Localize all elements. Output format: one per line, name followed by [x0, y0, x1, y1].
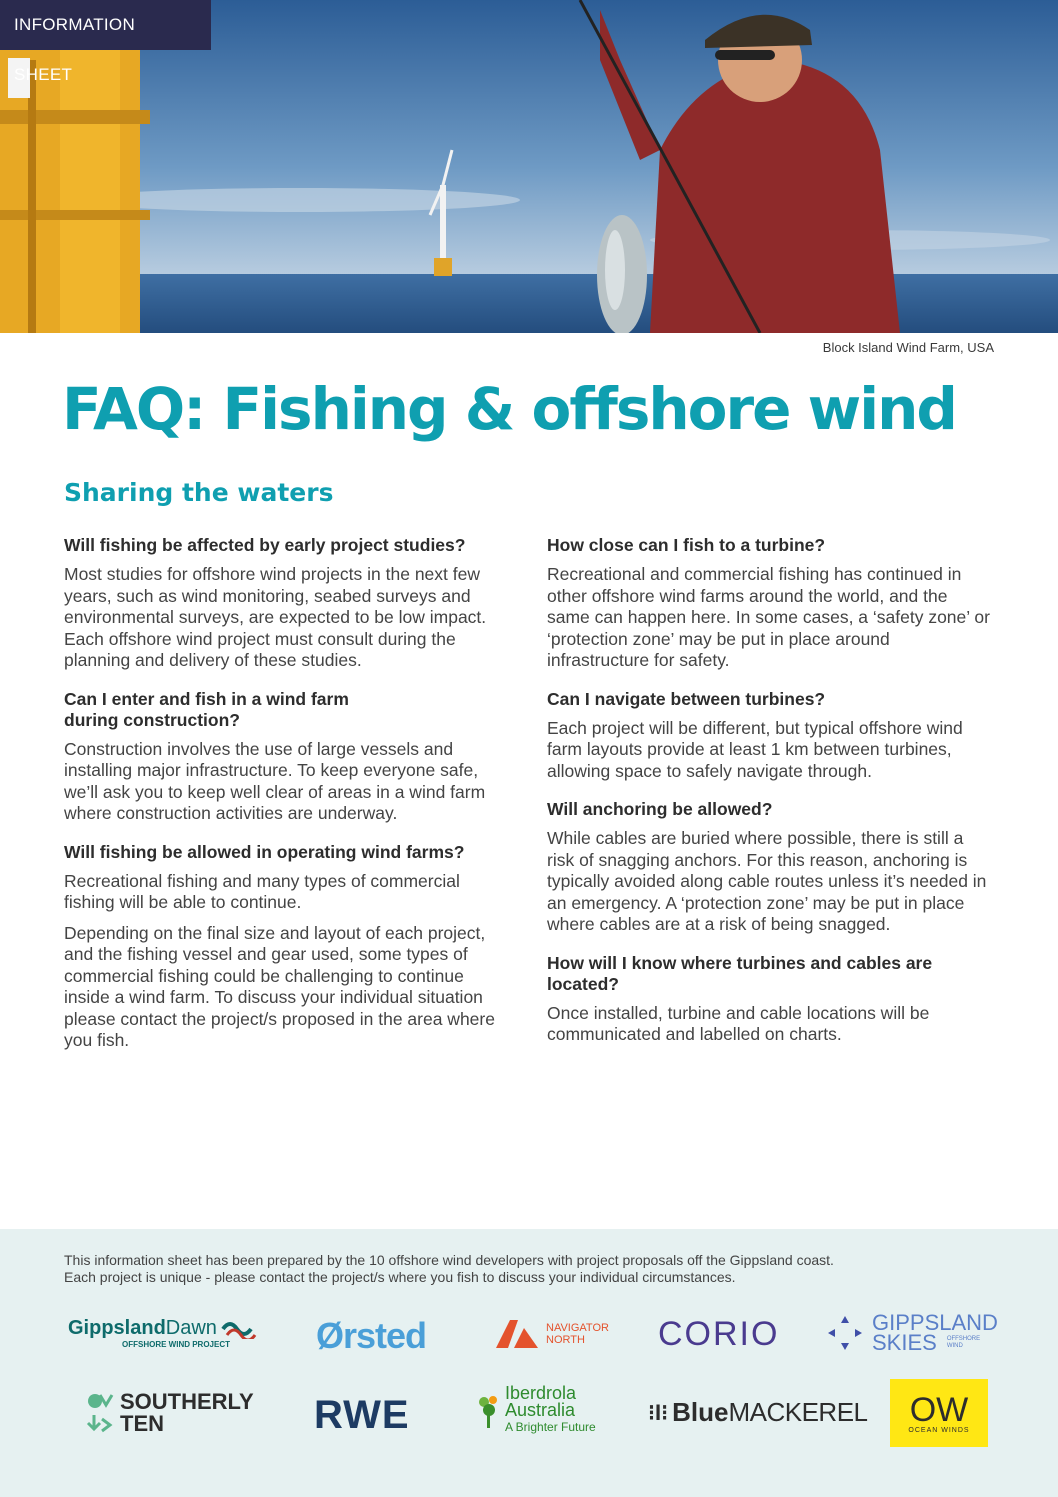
gippsland-dawn-name-b: Dawn — [165, 1317, 217, 1339]
page-title: FAQ: Fishing & offshore wind — [62, 375, 956, 443]
faq-item — [547, 689, 992, 783]
blue-mackerel-name-b: MACKEREL — [728, 1397, 868, 1427]
faq-question: Can I navigate between turbines? — [547, 688, 826, 709]
gippsland-dawn-logo — [68, 1317, 268, 1349]
navigator-line2: NORTH — [546, 1334, 585, 1346]
faq-item — [64, 535, 509, 672]
rwe-name: RWE — [314, 1393, 410, 1437]
wave-icon — [221, 1319, 257, 1339]
iberdrola-leaf-icon — [476, 1394, 502, 1428]
faq-column-left — [64, 535, 509, 1069]
blue-mackerel-mark-icon: ⁝I⁝ — [648, 1399, 669, 1425]
faq-answer: Construction involves the use of large vessels and installing major infrastructure. To keep everyone safe, we’ll ask you to keep well clear of areas in a wind farm where construction activities are underway. — [64, 738, 486, 823]
faq-answer: Each project will be different, but typical offshore wind farm layouts provide at least 1 km between turbines, allowing space to safely navigate through. — [547, 717, 963, 781]
faq-column-right — [547, 535, 992, 1063]
information-sheet-badge: INFORMATION SHEET — [0, 0, 211, 50]
orsted-name: Ørsted — [316, 1315, 427, 1356]
iberdrola-tag: A Brighter Future — [505, 1420, 596, 1434]
faq-question: Can I enter and fish in a wind farm during construction? — [64, 688, 349, 730]
navigator-line1: NAVIGATOR — [546, 1322, 609, 1334]
ocean-winds-logo — [890, 1379, 988, 1447]
corio-logo — [658, 1315, 779, 1354]
orsted-logo — [316, 1315, 426, 1357]
southerly-ten-logo — [86, 1391, 254, 1435]
gippsland-dawn-name-a: Gippsland — [68, 1317, 166, 1339]
footer-note — [64, 1252, 1004, 1286]
blue-mackerel-logo — [648, 1397, 868, 1428]
footer-note-line-2: Each project is unique - please contact the project/s where you fish to discuss your individual circumstances. — [64, 1269, 736, 1285]
photo-caption: Block Island Wind Farm, USA — [822, 340, 994, 355]
southerly-mark-icon — [86, 1391, 116, 1435]
faq-question: Will fishing be allowed in operating wind farms? — [64, 841, 465, 862]
faq-question: How will I know where turbines and cables are located? — [547, 952, 933, 994]
faq-answer: Most studies for offshore wind projects in the next few years, such as wind monitoring, seabed surveys and environmental surveys, are expected to be low impact. Each offshore wind project must consult during the planning and delivery of these studies. — [64, 564, 487, 670]
corio-name: CORIO — [658, 1315, 780, 1353]
footer — [0, 1229, 1058, 1497]
faq-answer: Recreational and commercial fishing has continued in other offshore wind farms around the world, and the same can happen here. In some cases, a ‘safety zone’ or ‘protection zone’ may be put in place around infrastructure for safety. — [547, 564, 990, 670]
iberdrola-line1: Iberdrola — [505, 1383, 577, 1403]
southerly-line2: TEN — [120, 1411, 164, 1436]
faq-answer: Depending on the final size and layout of each project, and the fishing vessel and gear used, some types of commercial fishing could be challenging to continue inside a wind farm. To discuss your individual situation please contact the project/s proposed in the area where you fish. — [64, 922, 495, 1050]
footer-note-line-1: This information sheet has been prepared by the 10 offshore wind developers with project proposals off the Gippsland coast. — [64, 1252, 834, 1268]
faq-question: Will anchoring be allowed? — [547, 799, 773, 819]
gippsland-skies-line1: GIPPSLAND — [872, 1310, 998, 1335]
navigator-north-logo — [494, 1318, 609, 1350]
gippsland-skies-logo — [826, 1310, 998, 1355]
faq-question: Will fishing be affected by early project studies? — [64, 535, 466, 555]
faq-answer: Once installed, turbine and cable locations will be communicated and labelled on charts. — [547, 1002, 930, 1044]
compass-mark-icon — [826, 1314, 864, 1352]
faq-answer: Recreational fishing and many types of commercial fishing will be able to continue. — [64, 870, 460, 912]
faq-answer: While cables are buried where possible, there is still a risk of snagging anchors. For this reason, anchoring is typically avoided along cable routes unless it’s needed in an emergency. A ‘protection zone’ may be put in place where cables are at a risk of being snagged. — [547, 828, 987, 934]
faq-item — [64, 842, 509, 1052]
ocean-winds-mark: OW — [909, 1390, 969, 1429]
blue-mackerel-name-a: Blue — [672, 1397, 729, 1427]
gippsland-dawn-tag: OFFSHORE WIND PROJECT — [122, 1340, 231, 1349]
gippsland-skies-tag: OFFSHORE WIND — [946, 1336, 981, 1349]
ocean-winds-tag: OCEAN WINDS — [908, 1426, 970, 1434]
faq-item — [547, 799, 992, 936]
faq-item — [547, 953, 992, 1046]
section-subtitle: Sharing the waters — [64, 478, 334, 507]
faq-item — [64, 689, 509, 825]
gippsland-skies-line2: SKIES — [872, 1330, 937, 1355]
southerly-line1: SOUTHERLY — [120, 1389, 254, 1414]
rwe-logo — [314, 1393, 410, 1438]
faq-question: How close can I fish to a turbine? — [547, 535, 826, 555]
iberdrola-line2: Australia — [505, 1400, 576, 1420]
iberdrola-logo — [476, 1385, 596, 1436]
navigator-mark-icon — [494, 1318, 540, 1350]
faq-item — [547, 535, 992, 672]
